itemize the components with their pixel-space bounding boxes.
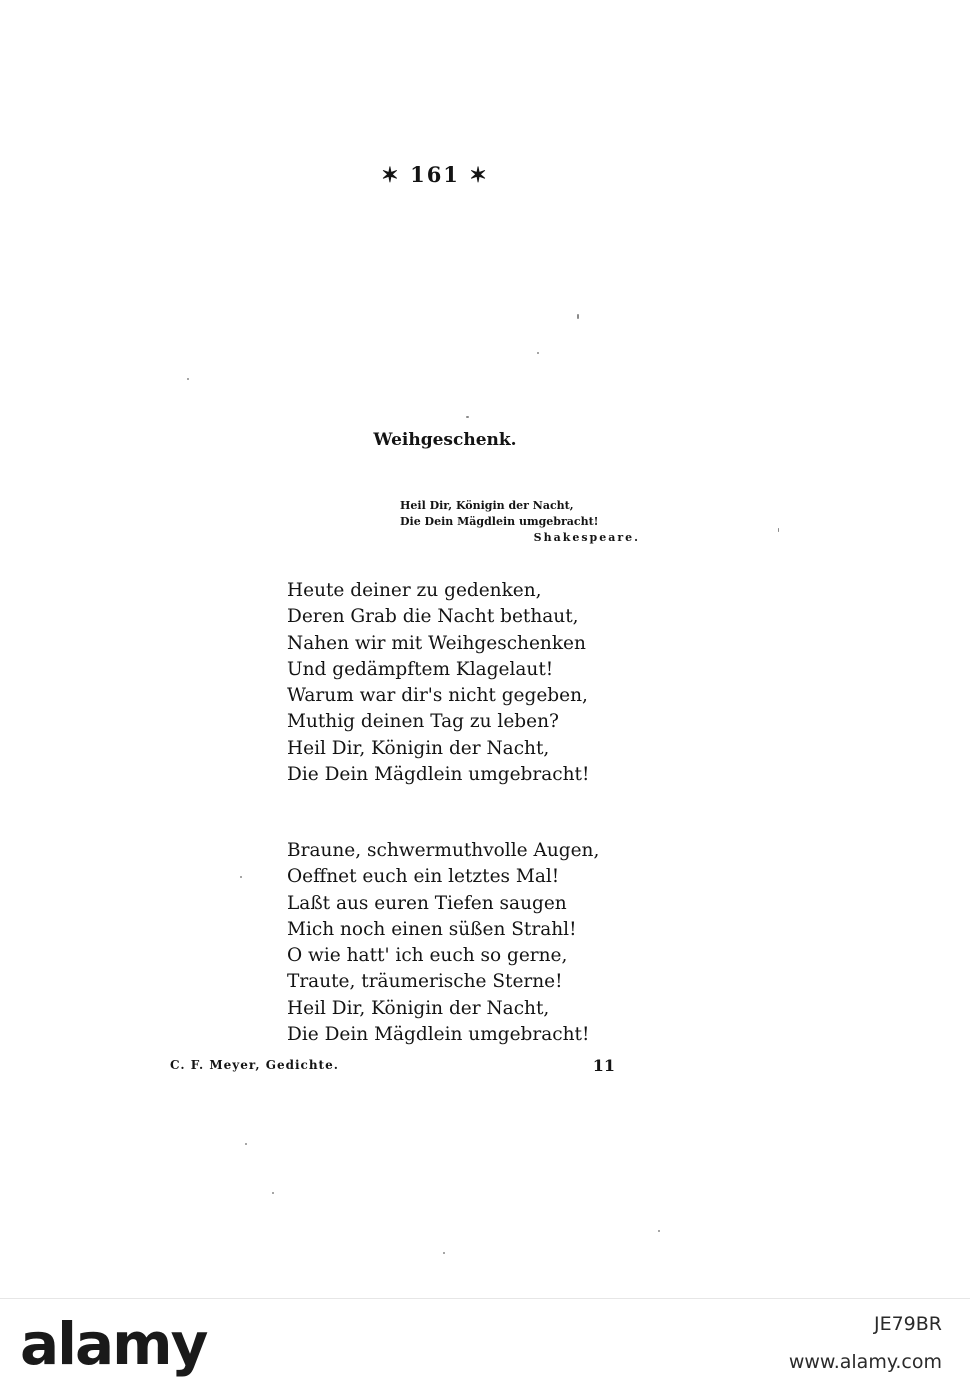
verse-line: Die Dein Mägdlein umgebracht!	[287, 1024, 590, 1046]
verse-line: Muthig deinen Tag zu leben?	[287, 711, 559, 733]
verse-line: O wie hatt' ich euch so gerne,	[287, 945, 568, 967]
motto-author: Shakespeare.	[533, 531, 640, 544]
verse-line: Deren Grab die Nacht bethaut,	[287, 606, 579, 628]
verse-line: Mich noch einen süßen Strahl!	[287, 918, 577, 940]
footer-signature: C. F. Meyer, Gedichte.	[170, 1058, 339, 1072]
scan-speck	[245, 1143, 247, 1145]
verse-line: Oeffnet euch ein letztes Mal!	[287, 866, 560, 888]
scan-speck	[778, 528, 779, 532]
verse-line: Heil Dir, Königin der Nacht,	[287, 737, 550, 759]
stanza-1	[287, 578, 607, 788]
motto-line: Die Dein Mägdlein umgebracht!	[400, 515, 599, 528]
scan-speck	[240, 876, 242, 878]
verse-line: Nahen wir mit Weihgeschenken	[287, 632, 586, 654]
scan-speck	[466, 416, 469, 418]
stock-watermark-bar	[0, 1298, 970, 1390]
verse-line: Warum war dir's nicht gegeben,	[287, 685, 588, 707]
verse-line: Die Dein Mägdlein umgebracht!	[287, 764, 590, 786]
scan-speck	[577, 314, 579, 319]
page-footer	[170, 1058, 615, 1080]
scan-speck	[272, 1192, 274, 1194]
stanza-2	[287, 838, 607, 1048]
alamy-logo: alamy	[20, 1310, 207, 1378]
page-number: ✶ 161 ✶	[381, 162, 489, 187]
scan-speck	[658, 1230, 660, 1232]
verse-line: Traute, träumerische Sterne!	[287, 971, 563, 993]
scan-speck	[537, 352, 539, 354]
stock-image-id: JE79BR	[873, 1313, 942, 1335]
motto	[400, 498, 640, 546]
sheet-number: 11	[592, 1056, 615, 1075]
scan-speck	[443, 1252, 445, 1254]
verse-line: Braune, schwermuthvolle Augen,	[287, 840, 600, 861]
verse-line: Heil Dir, Königin der Nacht,	[287, 997, 550, 1019]
scan-speck	[187, 378, 189, 380]
motto-line: Heil Dir, Königin der Nacht,	[400, 499, 574, 512]
verse-line: Laßt aus euren Tiefen saugen	[287, 892, 567, 914]
verse-line: Und gedämpftem Klagelaut!	[287, 658, 554, 680]
stock-url: www.alamy.com	[788, 1351, 942, 1373]
verse-line: Heute deiner zu gedenken,	[287, 580, 542, 601]
poem-title: Weihgeschenk.	[373, 430, 517, 450]
